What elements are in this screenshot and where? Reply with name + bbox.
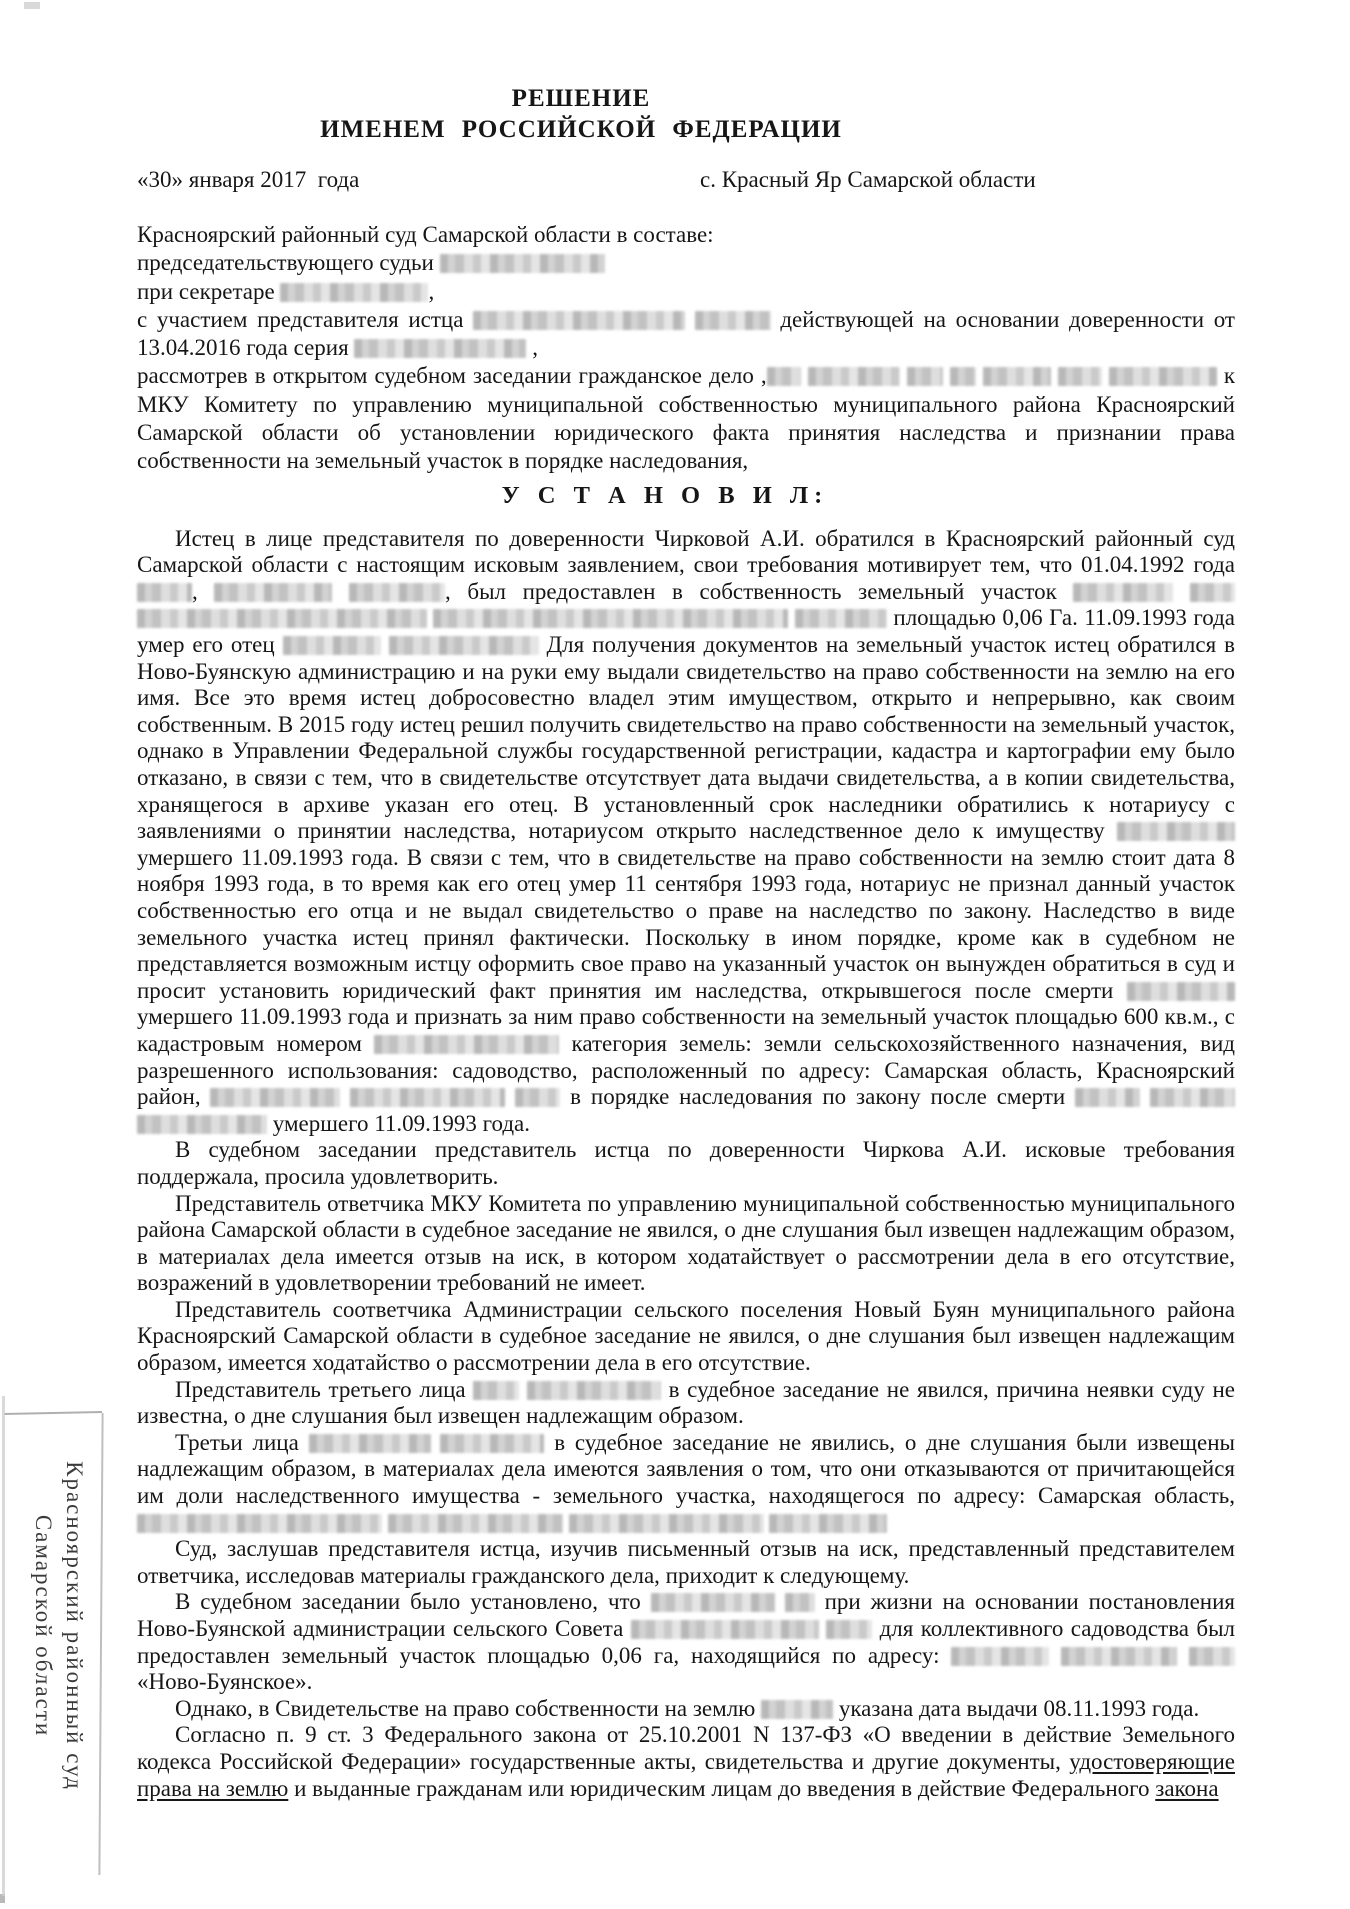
redacted-text <box>769 1514 887 1533</box>
redacted-text <box>433 609 788 628</box>
court-side-stamp <box>28 1448 90 1804</box>
paragraph: Представитель третьего лица в судебное заседание не явился, причина неявки суду не известна, о дне слушания был извещен надлежащим образом. <box>137 1376 1236 1429</box>
redacted-text <box>1190 583 1235 602</box>
title-line-resolution: РЕШЕНИЕ <box>511 85 651 112</box>
stamp-border-right-line <box>98 1413 103 1875</box>
paragraph: Представитель соответчика Администрации сельского поселения Новый Буян муниципального района Красноярский Самарской области в судебное заседание не явился, о дне слушания был извещен надлежащим образом, имеется ходатайство о рассмотрении дела в его отсутствие. <box>137 1296 1235 1376</box>
redacted-text <box>767 367 801 386</box>
title-line-federation: ИМЕНЕМ РОССИЙСКОЙ ФЕДЕРАЦИИ <box>320 116 842 143</box>
redacted-text <box>1127 982 1235 1001</box>
redacted-text <box>795 609 887 628</box>
redacted-text <box>137 583 192 602</box>
paragraph: Согласно п. 9 ст. 3 Федерального закона от 25.10.2001 N 137-ФЗ «О введении в действие Земельного кодекса Российской Федерации» государственные акты, свидетельства и другие документы, удостоверяющие права на землю и выданные гражданам или юридическим лицам до введения в действие Федерального закона <box>137 1722 1235 1801</box>
side-stamp-court-name: Красноярский районный суд <box>62 1461 87 1791</box>
redacted-text <box>950 367 976 386</box>
redacted-text <box>1061 1647 1177 1666</box>
stamp-border-top-line <box>4 1411 102 1415</box>
paragraph: Однако, в Свидетельстве на право собственности на землю указана дата выдачи 08.11.1993 года. <box>175 1695 1200 1721</box>
redacted-text <box>1117 822 1235 841</box>
page-edge-streak <box>2 1396 5 1896</box>
paragraph: Истец в лице представителя по доверенности Чирковой А.И. обратился в Красноярский районный суд Самарской области с настоящим исковым заявлением, свои требования мотивирует тем, что 01.04.1992 года , , был предоставлен в собственность земельный участок площадью 0,06 Га. 11.09.1993 года умер его отец Для получения документов на земельный участок истец обратился в Ново-Буянскую администрацию и на руки ему выдали свидетельство на право собственности на землю на его имя. Все это время истец добросовестно владел этим имуществом, открыто и непрерывно, как своим собственным. В 2015 году истец решил получить свидетельство на право собственности на земельный участок, однако в Управлении Федеральной службы государственной регистрации, кадастра и картографии ему было отказано, в связи с тем, что в свидетельстве отсутствует дата выдачи свидетельства, а в копии свидетельства, хранящегося в архиве указан его отец. В установленный срок наследники обратились к нотариусу с заявлениями о принятии наследства, нотариусом открыто наследственное дело к имуществу умершего 11.09.1993 года. В связи с тем, что в свидетельстве на право собственности на землю стоит дата 8 ноября 1993 года, в то время как его отец умер 11 сентября 1993 года, нотариус не признал данный участок собственностью его отца и не выдал свидетельство о праве на наследство по закону. Наследство в виде земельного участка истец принял фактически. Поскольку в ином порядке, кроме как в судебном не представляется возможным истцу оформить свое право на указанный участок он вынужден обратиться в суд и просит установить юридический факт принятия им наследства, открывшегося после смерти умершего 11.09.1993 года и признать за ним право собственности на земельный участок площадью 600 кв.м., с кадастровым номером категория земель: земли сельскохозяйственного назначения, вид разрешенного использования: садоводство, расположенный по адресу: Самарская область, Красноярский район, в порядке наследования по закону после смерти умершего 11.09.1993 года. <box>137 525 1236 1136</box>
redacted-text <box>214 583 332 602</box>
decision-body <box>137 526 1235 1803</box>
redacted-text <box>1075 1088 1140 1107</box>
redacted-text <box>651 1593 775 1612</box>
redacted-text <box>374 1035 559 1054</box>
scan-artifact-top <box>24 2 40 9</box>
redacted-text <box>440 1434 544 1453</box>
redacted-text <box>137 1115 267 1134</box>
redacted-text <box>309 1434 431 1453</box>
redacted-text <box>388 1514 563 1533</box>
paragraph: Суд, заслушав представителя истца, изучив письменный отзыв на иск, представленный представителем ответчика, исследовав материалы гражданского дела, приходит к следующему. <box>137 1536 1235 1588</box>
redacted-text <box>1058 367 1102 386</box>
redacted-text <box>1150 1088 1235 1107</box>
document-title <box>32 83 1130 145</box>
section-heading-ustanovil: У С Т А Н О В И Л: <box>501 481 829 509</box>
redacted-text <box>389 636 539 655</box>
redacted-text <box>761 1700 833 1719</box>
redacted-text <box>349 583 445 602</box>
underlined-text: закона <box>1155 1775 1219 1801</box>
redacted-text <box>473 1381 519 1400</box>
date-line <box>137 167 1235 197</box>
redacted-text <box>350 1088 505 1107</box>
redacted-text <box>983 367 1051 386</box>
redacted-text <box>440 254 605 273</box>
paragraph: Представитель ответчика МКУ Комитета по управлению муниципальной собственностью муниципального района Самарской области в судебное заседание не явился, о дне слушания был извещен надлежащим образом, в материалах дела имеется отзыв на иск, в котором ходатайствует о рассмотрении дела в его отсутствие, возражений в удовлетворении требований не имеет. <box>137 1190 1235 1296</box>
redacted-text <box>354 339 526 358</box>
redacted-text <box>631 1620 819 1639</box>
redacted-text <box>280 283 428 302</box>
redacted-text <box>1189 1647 1235 1666</box>
redacted-text <box>785 1593 815 1612</box>
redacted-text <box>210 1088 340 1107</box>
case-header-block: Красноярский районный суд Самарской области в составе: председательствующего судьи при секретаре , с участием представителя истца действующей на основании доверенности от 13.04.2016 года серия , рассмотрев в открытом судебном заседании гражданское дело , к МКУ Комитету по управлению муниципальной собственностью муниципального района Красноярский Самарской области об установлении юридического факта принятия наследства и признании права собственности на земельный участок в порядке наследования, <box>137 222 1236 474</box>
decision-place: с. Красный Яр Самарской области <box>700 167 1036 192</box>
redacted-text <box>515 1088 560 1107</box>
side-stamp-region: Самарской области <box>31 1514 56 1738</box>
redacted-text <box>826 1620 872 1639</box>
redacted-text <box>1073 583 1173 602</box>
paragraph: В судебном заседании было установлено, что при жизни на основании постановления Ново-Буянской администрации сельского Совета для коллективного садоводства был предоставлен земельный участок площадью 0,06 га, находящийся по адресу: «Ново-Буянское». <box>137 1589 1236 1695</box>
redacted-text <box>907 367 943 386</box>
redacted-text <box>569 1514 764 1533</box>
redacted-text <box>137 609 427 628</box>
redacted-text <box>951 1647 1049 1666</box>
redacted-text <box>527 1381 661 1400</box>
document-content <box>137 0 1235 1802</box>
redacted-text <box>137 1514 382 1533</box>
decision-date: «30» января 2017 года <box>137 167 360 192</box>
redacted-text <box>473 311 685 330</box>
redacted-text <box>695 311 771 330</box>
underlined-text: удостоверяющие права на землю <box>137 1748 1235 1801</box>
redacted-text <box>1109 367 1217 386</box>
paragraph: Третьи лица в судебное заседание не явились, о дне слушания были извещены надлежащим образом, в материалах дела имеются заявления о том, что они отказываются от причитающейся им доли наследственного имущества - земельного участка, находящегося по адресу: Самарская область, <box>137 1430 1235 1536</box>
paragraph: В судебном заседании представитель истца по доверенности Чиркова А.И. исковые требования поддержала, просила удовлетворить. <box>137 1137 1235 1189</box>
redacted-text <box>283 636 381 655</box>
redacted-text <box>808 367 900 386</box>
